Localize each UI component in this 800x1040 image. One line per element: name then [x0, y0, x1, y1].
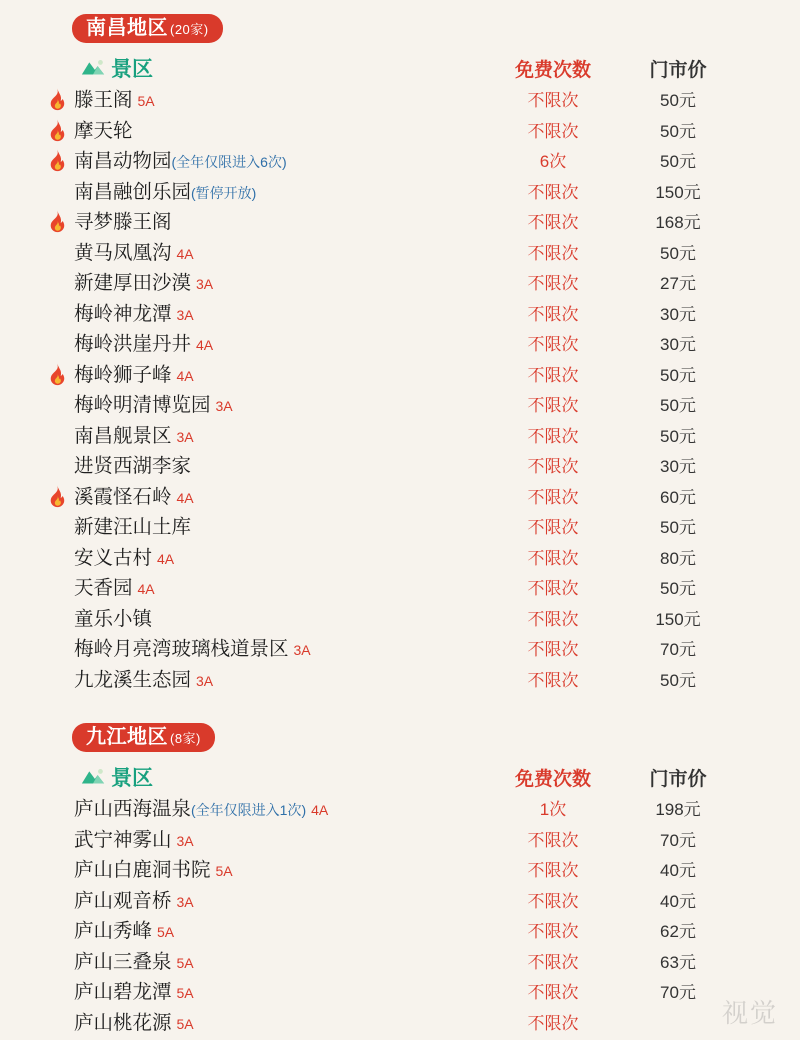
attraction-name [74, 179, 256, 206]
category-label-text: 景区 [111, 762, 153, 792]
table-row[interactable] [0, 667, 800, 698]
attraction-name [74, 453, 191, 479]
free-times-value: 1次 [498, 798, 608, 822]
mountain-icon [80, 58, 106, 78]
flame-icon [46, 119, 68, 143]
free-times-value: 不限次 [498, 181, 608, 205]
free-times-value: 不限次 [498, 920, 608, 944]
attraction-name-text: 滕王阁 [74, 89, 133, 111]
table-row[interactable] [0, 484, 800, 515]
market-price-value: 150元 [628, 181, 728, 205]
free-times-value: 不限次 [498, 829, 608, 853]
free-times-value: 不限次 [498, 638, 608, 662]
attraction-level: 4A [157, 551, 174, 567]
attraction-name-text: 庐山桃花源 [74, 1012, 172, 1034]
market-price-value: 198元 [628, 798, 728, 822]
attraction-name [74, 979, 194, 1006]
table-row[interactable] [0, 636, 800, 667]
free-times-value: 不限次 [498, 516, 608, 540]
free-times-value: 不限次 [498, 951, 608, 975]
region-badge [72, 14, 223, 43]
attraction-name [74, 606, 152, 632]
attraction-name [74, 827, 194, 854]
attraction-name [74, 888, 194, 915]
region-header [72, 14, 800, 43]
market-price-value: 50元 [628, 394, 728, 418]
free-times-value: 不限次 [498, 425, 608, 449]
table-row[interactable] [0, 888, 800, 919]
free-times-value: 不限次 [498, 333, 608, 357]
attraction-name [74, 392, 233, 419]
attraction-name [74, 362, 194, 389]
table-row[interactable] [0, 918, 800, 949]
attraction-name-text: 梅岭神龙潭 [74, 303, 172, 325]
table-row[interactable] [0, 545, 800, 576]
attraction-name-text: 庐山白鹿洞书院 [74, 859, 211, 881]
free-times-value: 不限次 [498, 890, 608, 914]
table-row[interactable] [0, 606, 800, 637]
column-market-price: 门市价 [628, 764, 728, 791]
table-row[interactable] [0, 827, 800, 858]
table-row[interactable] [0, 423, 800, 454]
region-count: (20家) [170, 23, 209, 36]
attraction-name [74, 1010, 194, 1037]
market-price-value: 40元 [628, 890, 728, 914]
attraction-name [74, 949, 194, 976]
region-badge [72, 723, 215, 752]
free-times-value: 不限次 [498, 1012, 608, 1036]
table-row[interactable] [0, 857, 800, 888]
attraction-name [74, 301, 194, 328]
market-price-value: 50元 [628, 89, 728, 113]
attraction-level: 5A [177, 1016, 194, 1032]
table-row[interactable] [0, 453, 800, 484]
attraction-name [74, 667, 213, 694]
attraction-level: 3A [196, 673, 213, 689]
table-row[interactable] [0, 240, 800, 271]
attraction-name [74, 575, 155, 602]
attraction-name-text: 武宁神雾山 [74, 829, 172, 851]
table-row[interactable] [0, 301, 800, 332]
attraction-name [74, 545, 174, 572]
column-header-row [0, 762, 800, 796]
free-times-value: 不限次 [498, 455, 608, 479]
attraction-level: 3A [196, 276, 213, 292]
attraction-name-text: 南昌舰景区 [74, 425, 172, 447]
free-times-value: 不限次 [498, 608, 608, 632]
flame-icon [46, 149, 68, 173]
attraction-name [74, 270, 213, 297]
attraction-name-text: 溪霞怪石岭 [74, 486, 172, 508]
attraction-level: 4A [177, 246, 194, 262]
attraction-level: 3A [177, 429, 194, 445]
table-row[interactable] [0, 392, 800, 423]
attraction-name [74, 118, 133, 144]
free-times-value: 不限次 [498, 486, 608, 510]
free-times-value: 不限次 [498, 364, 608, 388]
market-price-value: 60元 [628, 486, 728, 510]
attraction-name-text: 梅岭洪崖丹井 [74, 333, 191, 355]
market-price-value: 50元 [628, 425, 728, 449]
attraction-level: 3A [177, 307, 194, 323]
attraction-name [74, 331, 213, 358]
attraction-name-text: 寻梦滕王阁 [74, 211, 172, 233]
table-row[interactable] [0, 575, 800, 606]
attraction-name-text: 梅岭狮子峰 [74, 364, 172, 386]
column-market-price: 门市价 [628, 55, 728, 82]
attraction-name [74, 636, 311, 663]
table-row[interactable] [0, 148, 800, 179]
market-price-value: 70元 [628, 638, 728, 662]
free-times-value: 不限次 [498, 89, 608, 113]
market-price-value: 50元 [628, 577, 728, 601]
attraction-level: 4A [311, 802, 328, 818]
table-row[interactable] [0, 209, 800, 240]
table-row[interactable] [0, 979, 800, 1010]
table-row[interactable] [0, 118, 800, 149]
attraction-name-text: 庐山观音桥 [74, 890, 172, 912]
attraction-name-text: 梅岭月亮湾玻璃栈道景区 [74, 638, 289, 660]
table-row[interactable] [0, 514, 800, 545]
flame-icon [46, 88, 68, 112]
attraction-note: (暂停开放) [191, 185, 256, 201]
flame-icon [46, 485, 68, 509]
free-times-value: 不限次 [498, 547, 608, 571]
free-times-value: 不限次 [498, 859, 608, 883]
attraction-name-text: 庐山秀峰 [74, 920, 152, 942]
attraction-level: 5A [157, 924, 174, 940]
market-price-value: 27元 [628, 272, 728, 296]
region-name: 九江地区 [86, 727, 168, 747]
attraction-name [74, 209, 172, 235]
attraction-name [74, 514, 191, 540]
region-count: (8家) [170, 732, 201, 745]
attraction-level: 3A [294, 642, 311, 658]
category-label [80, 53, 153, 83]
attraction-name-text: 天香园 [74, 577, 133, 599]
attraction-name-text: 南昌动物园 [74, 150, 172, 172]
attraction-name [74, 796, 328, 823]
attraction-name-text: 庐山西海温泉 [74, 798, 191, 820]
table-row[interactable] [0, 1010, 800, 1040]
attraction-level: 4A [138, 581, 155, 597]
free-times-value: 不限次 [498, 211, 608, 235]
table-row[interactable] [0, 331, 800, 362]
mountain-icon [80, 767, 106, 787]
section-gap [0, 697, 800, 723]
table-row[interactable] [0, 87, 800, 118]
market-price-value: 70元 [628, 981, 728, 1005]
attraction-name-text: 九龙溪生态园 [74, 669, 191, 691]
attraction-level: 3A [216, 398, 233, 414]
attraction-name [74, 857, 233, 884]
attraction-name-text: 童乐小镇 [74, 608, 152, 630]
attraction-name-text: 黄马凤凰沟 [74, 242, 172, 264]
category-label [80, 762, 153, 792]
attraction-name-text: 新建厚田沙漠 [74, 272, 191, 294]
market-price-value: 50元 [628, 364, 728, 388]
table-row[interactable] [0, 796, 800, 827]
free-times-value: 不限次 [498, 303, 608, 327]
free-times-value: 不限次 [498, 669, 608, 693]
attraction-level: 5A [177, 955, 194, 971]
market-price-value: 50元 [628, 150, 728, 174]
attraction-name-text: 安义古村 [74, 547, 152, 569]
region-name: 南昌地区 [86, 18, 168, 38]
attraction-level: 5A [216, 863, 233, 879]
market-price-value: 50元 [628, 242, 728, 266]
attraction-name [74, 87, 155, 114]
attraction-name-text: 新建汪山土库 [74, 516, 191, 538]
free-times-value: 不限次 [498, 394, 608, 418]
attraction-level: 4A [196, 337, 213, 353]
table-row[interactable] [0, 270, 800, 301]
free-times-value: 不限次 [498, 577, 608, 601]
market-price-value: 30元 [628, 333, 728, 357]
market-price-value: 80元 [628, 547, 728, 571]
market-price-value: 50元 [628, 120, 728, 144]
table-row[interactable] [0, 179, 800, 210]
attraction-level: 3A [177, 894, 194, 910]
market-price-value: 70元 [628, 829, 728, 853]
table-row[interactable] [0, 362, 800, 393]
market-price-value: 150元 [628, 608, 728, 632]
market-price-value: 50元 [628, 669, 728, 693]
attraction-name [74, 148, 287, 175]
free-times-value: 不限次 [498, 981, 608, 1005]
market-price-value: 50元 [628, 516, 728, 540]
market-price-value: 62元 [628, 920, 728, 944]
attraction-level: 4A [177, 368, 194, 384]
attraction-name-text: 梅岭明清博览园 [74, 394, 211, 416]
free-times-value: 不限次 [498, 242, 608, 266]
column-free-times: 免费次数 [498, 55, 608, 82]
attraction-name-text: 庐山碧龙潭 [74, 981, 172, 1003]
attraction-note: (全年仅限进入1次) [191, 802, 306, 818]
attraction-name [74, 423, 194, 450]
category-label-text: 景区 [111, 53, 153, 83]
market-price-value: 63元 [628, 951, 728, 975]
column-free-times: 免费次数 [498, 764, 608, 791]
watermark: 视觉 [722, 993, 778, 1030]
free-times-value: 6次 [498, 150, 608, 174]
attraction-level: 5A [177, 985, 194, 1001]
attraction-level: 5A [138, 93, 155, 109]
attraction-level: 3A [177, 833, 194, 849]
attraction-level: 4A [177, 490, 194, 506]
attraction-name-text: 摩天轮 [74, 120, 133, 142]
flame-icon [46, 210, 68, 234]
free-times-value: 不限次 [498, 120, 608, 144]
flame-icon [46, 363, 68, 387]
market-price-value: 30元 [628, 303, 728, 327]
column-header-row [0, 53, 800, 87]
attraction-name [74, 484, 194, 511]
attraction-name [74, 240, 194, 267]
attraction-name-text: 进贤西湖李家 [74, 455, 191, 477]
attraction-name-text: 南昌融创乐园 [74, 181, 191, 203]
attraction-note: (全年仅限进入6次) [172, 154, 287, 170]
market-price-value: 30元 [628, 455, 728, 479]
attraction-name-text: 庐山三叠泉 [74, 951, 172, 973]
region-header [72, 723, 800, 752]
table-row[interactable] [0, 949, 800, 980]
attraction-name [74, 918, 174, 945]
market-price-value: 40元 [628, 859, 728, 883]
free-times-value: 不限次 [498, 272, 608, 296]
market-price-value: 168元 [628, 211, 728, 235]
